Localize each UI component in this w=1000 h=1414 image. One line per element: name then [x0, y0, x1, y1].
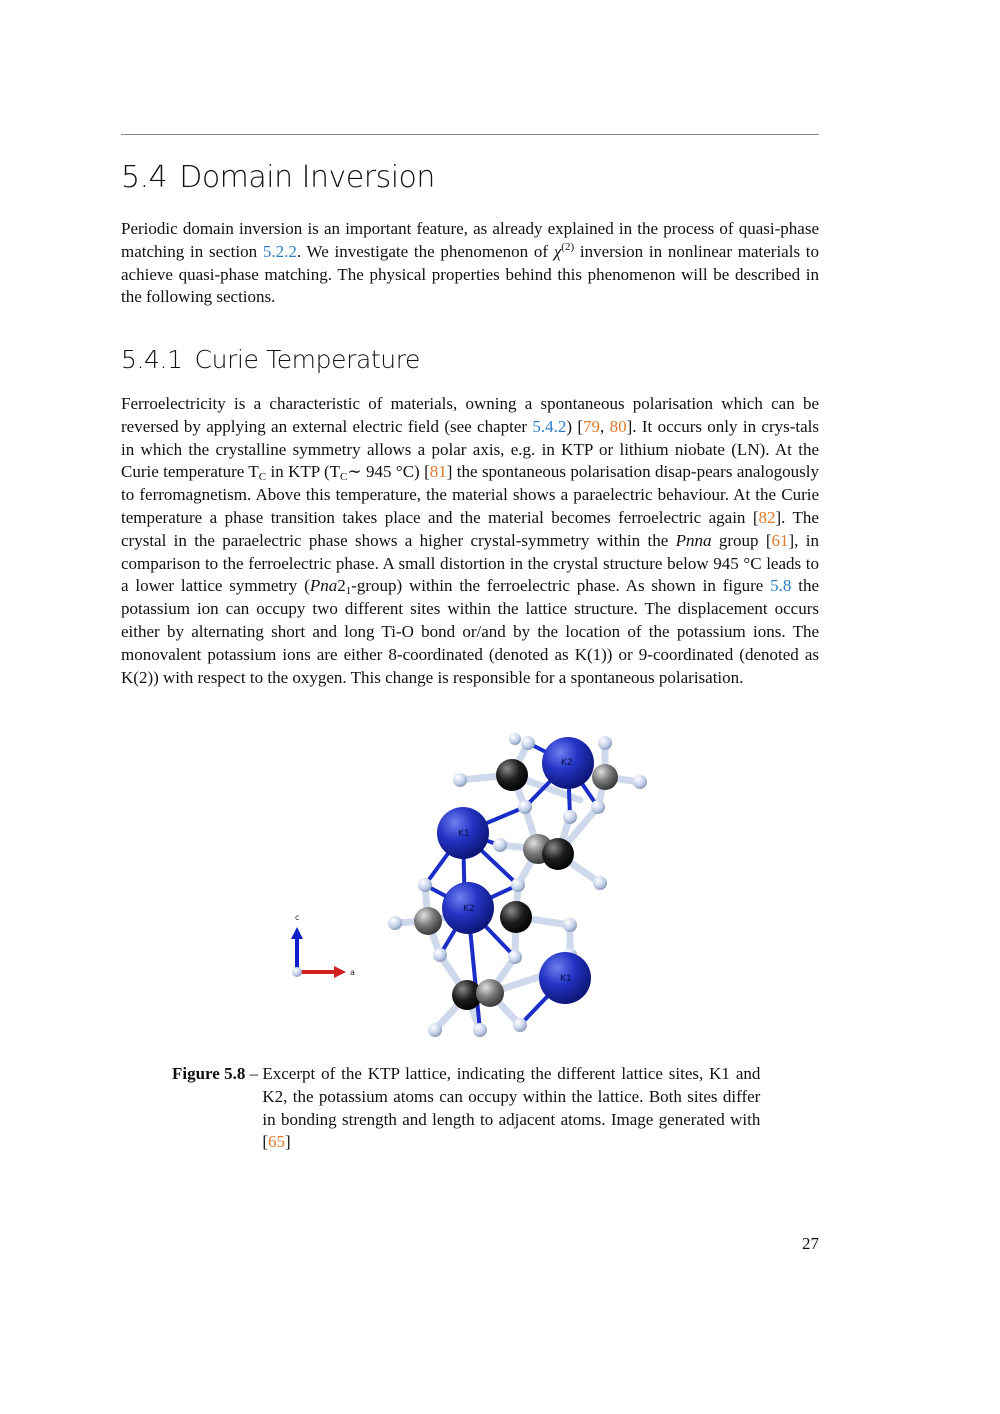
- curie-text: ]. The crystal in the paraelectric phase shows a higher crystal-symmetry within the: [121, 507, 819, 550]
- space-group-pnna: Pnna: [675, 530, 712, 550]
- link-figure-5-8[interactable]: 5.8: [770, 576, 792, 596]
- link-section-5-2-2[interactable]: 5.2.2: [262, 241, 297, 261]
- caption-end: ]: [285, 1132, 291, 1152]
- curie-text: in KTP (T: [266, 462, 341, 482]
- curie-text: ∼ 945 °C) [: [347, 462, 430, 482]
- ktp-lattice-image: [280, 725, 660, 1055]
- curie-text: -group) within the ferroelectric phase. As shown in figure: [351, 576, 771, 596]
- subscript-c: C: [258, 471, 267, 484]
- caption-label: Figure 5.8: [172, 1064, 246, 1083]
- curie-text: the potassium ion can occupy two different sites within the lattice structure. The displacement occurs either by alternating short and long Ti-O bond or/and by the location of the potassium ions. The monovalent potassium ions are either 8-coordinated (denoted as K(1)) or 9-coordinated (denoted as K(2)) with respect to the oxygen. This change is responsible for a spontaneous polarisation.: [121, 576, 820, 687]
- chi-symbol: χ: [553, 241, 562, 261]
- link-chapter-5-4-2[interactable]: 5.4.2: [532, 416, 567, 436]
- space-group-subscript: 1: [345, 585, 352, 598]
- citation-82[interactable]: 82: [758, 507, 776, 527]
- intro-text-2: . We investigate the phenomenon of: [296, 241, 554, 261]
- header-rule: [121, 134, 819, 135]
- section-heading: [121, 160, 435, 195]
- space-group-digit: 2: [337, 576, 346, 596]
- space-group-pna: Pna: [309, 576, 338, 596]
- ktp-lattice-figure: [280, 725, 660, 1055]
- curie-text: ] the spontaneous polarisation disap-pears analogously to ferromagnetism. Above this temperature, the material shows a paraelectric behaviour. At the Curie temperature a phase transition takes place and the material becomes ferroelectric again [: [121, 462, 819, 527]
- section-number: 5.4: [121, 160, 168, 195]
- caption-dash: –: [245, 1064, 263, 1083]
- intro-text-3: inversion in nonlinear materials to achieve quasi-phase matching. The physical properties behind this phenomenon will be described in the following sections.: [121, 241, 820, 307]
- figure-caption: [172, 1063, 772, 1154]
- curie-text: ], in comparison to the ferroelectric phase. A small distortion in the crystal structure below 945 °C leads to a lower lattice symmetry (: [121, 530, 819, 596]
- caption-body: Excerpt of the KTP lattice, indicating the different lattice sites, K1 and K2, the potassium atoms can occupy within the lattice. Both sites differ in bonding strength and length to adjacent atoms. Image generated with [: [262, 1064, 761, 1152]
- c-axis-arrowhead: [291, 927, 303, 939]
- curie-paragraph: [121, 393, 819, 689]
- subsection-heading: [121, 345, 420, 374]
- curie-text: Ferroelectricity is a characteristic of materials, owning a spontaneous polarisation which can be reversed by applying an external electric field (see chapter: [121, 394, 819, 436]
- a-axis-arrowhead: [334, 966, 346, 978]
- intro-text-1: Periodic domain inversion is an important feature, as already explained in the process of quasi-phase matching in section: [121, 219, 819, 261]
- axis-indicator: [291, 913, 355, 978]
- citation-79[interactable]: 79: [583, 416, 601, 436]
- intro-paragraph: [121, 218, 819, 309]
- citation-61[interactable]: 61: [771, 530, 789, 550]
- section-title: Domain Inversion: [179, 160, 435, 195]
- chi-order: (2): [561, 240, 575, 253]
- atom-label-k2: K2: [463, 904, 475, 914]
- curie-text: ,: [600, 416, 610, 436]
- atom-label-k1: K1: [458, 829, 470, 839]
- subsection-title: Curie Temperature: [194, 345, 421, 374]
- citation-80[interactable]: 80: [609, 416, 627, 436]
- caption-text: [262, 1063, 760, 1154]
- page-number: 27: [802, 1234, 819, 1253]
- axis-label-a: a: [350, 968, 355, 977]
- curie-text: ) [: [566, 416, 584, 436]
- curie-text: ]. It occurs only in crys-tals in which the crystalline symmetry allows a polar axis, e.g. in KTP or lithium niobate (LN). At the Curie temperature T: [121, 416, 819, 482]
- atoms: [388, 733, 647, 1037]
- subsection-number: 5.4.1: [121, 345, 183, 374]
- atom-label-k2: K2: [561, 758, 573, 768]
- axis-label-c: c: [295, 913, 300, 922]
- atom-label-k1: K1: [560, 974, 572, 984]
- citation-65[interactable]: 65: [268, 1132, 286, 1152]
- curie-text: group [: [711, 530, 772, 550]
- subscript-c: C: [340, 471, 348, 484]
- axis-origin: [292, 967, 302, 977]
- citation-81[interactable]: 81: [429, 462, 447, 482]
